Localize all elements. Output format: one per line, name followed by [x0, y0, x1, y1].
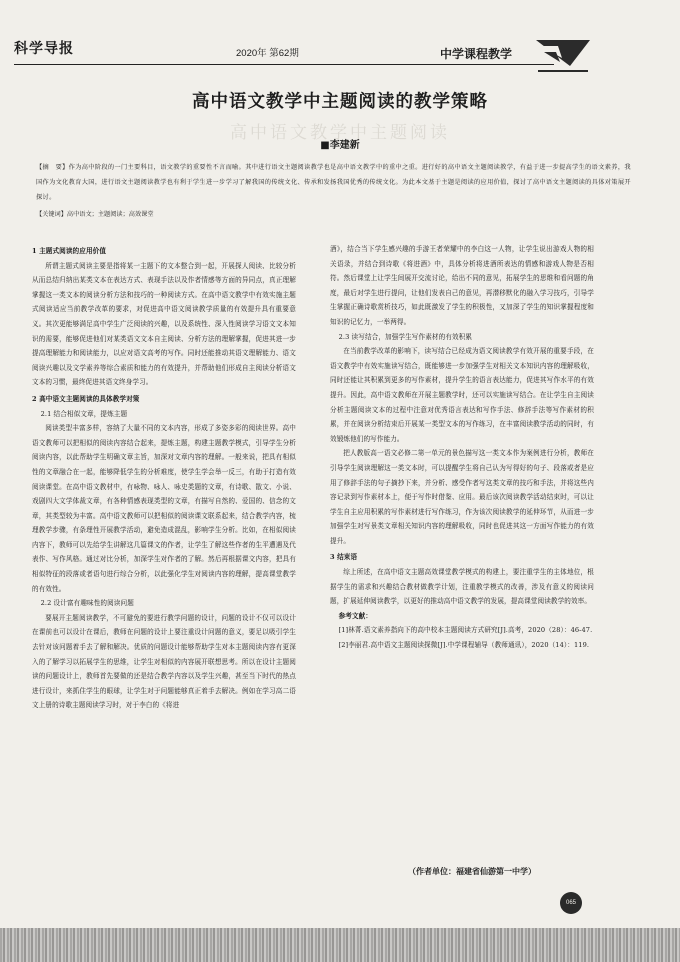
subsection-heading: 2.2 设计富有趣味性的阅读问题: [40, 599, 134, 608]
author-name: ■李建新: [320, 140, 360, 151]
abstract: 【摘 要】作为高中阶段的一门主要科目，语文教学的重要性不言而喻。其中进行语文主题阅读教学也是高中语文教学中的重中之重。进行好的高中语文主题阅读教学，有益于进一步提高学生的语文素养，我国作为文化教育大国，进行语文主题阅读教学也有利于学生进一步学习了解我国的传统文化、传承和发扬我国优秀的传统文化。为此本文基于主题是阅读的应用价值，探讨了高中语文主题阅读的具体对策展开探讨。: [36, 164, 631, 201]
journal-name: 科学导报: [14, 41, 74, 57]
page-number-badge: 065: [560, 892, 582, 914]
paragraph: 酒》，结合当下学生感兴趣的手游王者荣耀中的李白这一人物，让学生说出游戏人物的相关语录，并结合到诗歌《将进酒》中，具体分析将进酒所表达的情感和游戏人物是否相符。然后课堂上让学生间展开交流讨论，给出不同的意见，拓展学生的思维和看问题的角度，最后对学生进行提问，让他们发表自己的意见，再潜移默化的融入学习技巧，引导学生掌握正确诗歌赏析技巧，如此既激发了学生的积极性，又加深了学生的知识掌握程度和知识的记忆力，一举两得。: [330, 245, 594, 326]
header-rule: [14, 64, 554, 65]
paragraph: 在当前教学改革的影响下，读写结合已经成为语文阅读教学有效开展的重要手段，在语文教学中有效实施读写结合，既能够进一步加强学生对相关文本知识内容的理解吸收，同时还能让其积累到更多的写作素材，提升学生的语言表达能力，促进其写作水平的有效提升。因此，高中语文教师在开展主题教学时，还可以实施读写结合。在让学生自主阅读分析主题阅读文本的过程中注意对优秀语言表达和写作手法、修辞手法等写作素材的积累，并在阅读分析结束后开展某一类型文本的写作练习，在丰富阅读教学活动的同时，有效锻炼他们的写作能力。: [330, 347, 594, 443]
column-left: [32, 242, 296, 713]
paragraph: 要展开主题阅读教学，不可避免的要进行教学问题的设计，问题的设计不仅可以设计在课前也可以设计在课后，教师在问题的设计上要注重设计问题的意义，要足以吸引学生去针对该问题着手去了解和解决。优质的问题设计能够帮助学生对本主题阅读内容有更深入的了解学习以拓展学生的思维，让学生对相似的内容展开联想思考。所以在设计主题阅读的问题设计上，教师首先要做的还是结合教学内容以及学生兴趣，甚至当下时代的热点进行设计，来抓住学生的眼球，让学生对于问题能够真正着手去解决。例如在学习高二语文上册的诗歌主题阅读学习时，对于李白的《将进: [32, 613, 296, 710]
reference-item: [2]李丽君.高中语文主题阅读探微[J].中学课程辅导（教师通讯），2020（14）：119.: [338, 641, 590, 650]
section-heading: 2 高中语文主题阅读的具体教学对策: [32, 394, 140, 403]
subsection-heading: 2.3 读写结合，加强学生写作素材的有效积累: [338, 332, 473, 341]
show-through-text: 高中语文教学中主题阅读: [230, 123, 450, 143]
paragraph: 把人教版高一语文必修二第一单元的景色描写这一类文本作为案例进行分析，教师在引导学生阅读理解这一类文本时，可以提醒学生将自己认为写得好的句子、段落或者是应用了修辞手法的句子摘抄下来，并分析、感受作者写这类文章的技巧和手法，并将这些内容记录到写作素材本上，便于写作时借鉴、应用。最后该次阅读教学活动结束时，可以让学生自主应用积累的写作素材进行写作练习，作为该次阅读教学的延伸环节，从而进一步加强学生对写景类文章相关知识内容的理解吸收，同时也促进其这一方面写作能力的有效提升。: [330, 449, 594, 545]
paragraph: 综上所述，在高中语文主题高效课堂教学模式的构建上，要注重学生的主体地位，根据学生的需求和兴趣结合教材做教学计划，注重教学模式的改善，涉及有意义的阅读问题，扩展延伸阅读教学，以更好的推动高中语文教学的发展，提高课堂阅读教学的效率。: [330, 568, 594, 606]
article-title: 高中语文教学中主题阅读的教学策略: [192, 92, 488, 112]
keywords: 【关键词】高中语文；主题阅读；高效课堂: [36, 211, 154, 218]
issue-label: 2020年 第62期: [236, 48, 299, 59]
column-logo-icon: [532, 36, 592, 76]
references-title: 参考文献：: [338, 611, 373, 620]
author-affiliation: （作者单位：福建省仙游第一中学）: [408, 866, 536, 876]
references: [330, 609, 594, 653]
paragraph: 所谓主题式阅读主要是指将某一主题下的文本整合到一起，开展探人阅读、比较分析从而总结归纳出某类文本在表达方式、表现手法以及作者情感等方面的异同点，真正理解掌握这一类文本的阅读分析方法和技巧的一种阅读方式。在高中语文教学中有效实施主题式阅读适应当前教学改革的要求，对促进高中语文阅读教学质量的有效提升具有重要意义。其次更能够满足高中学生广泛阅读的兴趣，以及系统性、深入性阅读学习语文文本知识的需要，能够促进他们对某类语文文本自主阅读、分析方法的理解掌握，促进其进一步提高理解能力和阅读能力，以应对语文高考的写作。同时还能推动其语文理解能力、语文阅读兴趣以及文学素养等综合素质和能力的有效提升，并帮助他们形成自主阅读分析语文文本的习惯，最终促进其语文终身学习。: [32, 261, 296, 387]
reference-item: [1]林菁.语文素养指向下的高中校本主题阅读方式研究[J].高考，2020（28）：46-47.: [338, 626, 593, 635]
column-right: [330, 242, 594, 653]
scan-edge: [0, 928, 680, 962]
section-heading: 3 结束语: [330, 553, 358, 562]
subsection-heading: 2.1 结合相似文章，提炼主题: [40, 409, 128, 418]
paragraph: 阅读类型丰富多样，容纳了大量不同的文本内容，形成了多姿多彩的阅读世界。高中语文教师可以把相似的阅读内容结合起来，提炼主题，构建主题教学模式，引导学生分析阅读内容，以此帮助学生明确文章主旨，加深对文章内容的理解。一般来说，把具有相似性的文章融合在一起，能够降低学生的分析难度，使学生学会举一反三，有助于打造有效阅读课堂。在高中语文教材中，有咏物、咏人、咏史类题的文章，有诗歌、散文、小说、戏剧四大文学体裁文章，有各种情感表现类型的文章，有描写自然的、爱国的、信念的文章，其类型较为丰富。高中语文教师可以把相似的阅读课文联系起来，结合教学内容，梳理教学步骤，有条理性开展教学活动，避免造成混乱，影响学生分析。比如，在相似阅读内容下，教师可以先给学生讲解这几篇课文的作者，让学生了解这些作者的生平遭遇及代表作、写作风格。通过对比分析，加深学生对作者的了解。然后再根据课文内容，把具有相似特征的段落或者语句进行综合分析，以此强化学生对阅读内容的理解，提高课堂教学的有效性。: [32, 424, 296, 593]
section-heading: 1 主题式阅读的应用价值: [32, 247, 107, 255]
column-label: 中学课程教学: [440, 47, 513, 61]
